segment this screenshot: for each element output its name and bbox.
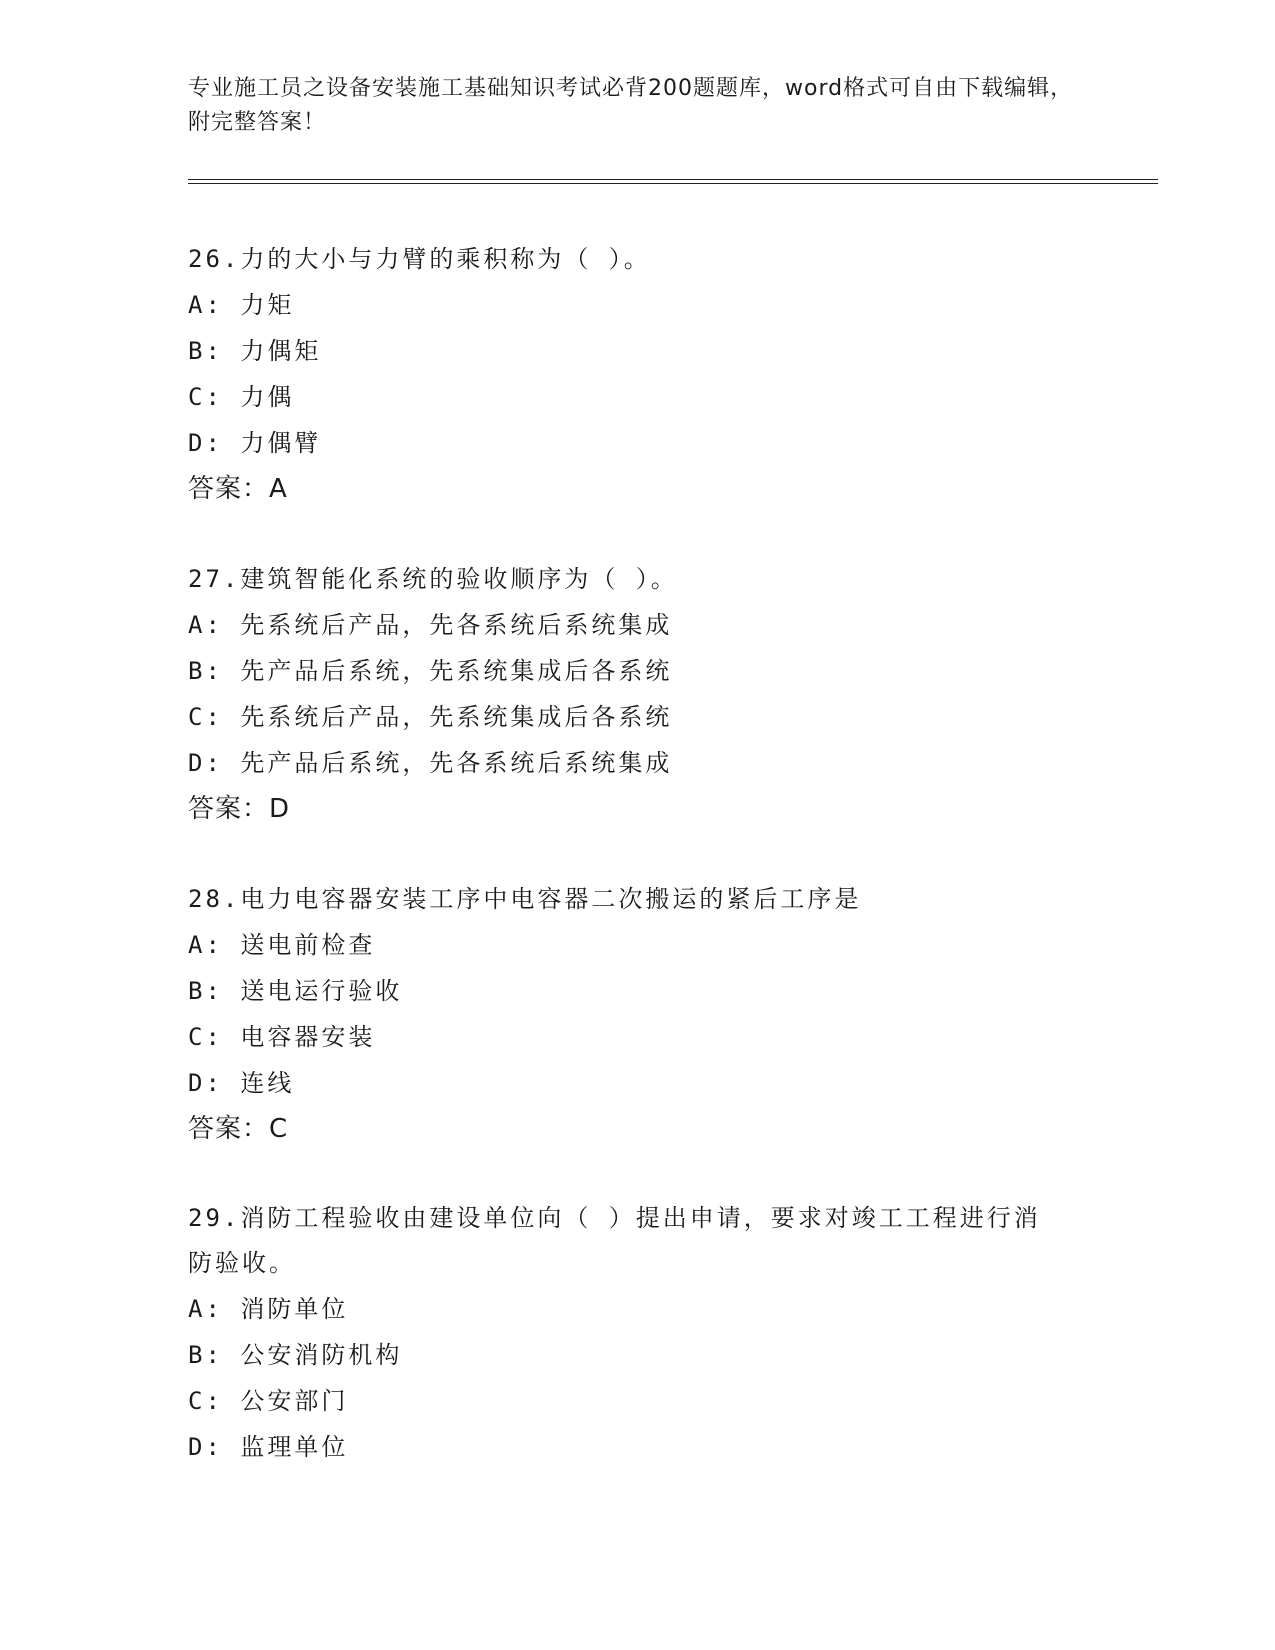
option-b: B: 力偶矩 [188,337,322,365]
option-a: A: 送电前检查 [188,931,376,959]
question-28 [188,876,1088,1152]
option-a: A: 先系统后产品，先各系统后系统集成 [188,611,673,639]
option-b: B: 公安消防机构 [188,1341,403,1369]
option-d: D: 先产品后系统，先各系统后系统集成 [188,749,673,777]
option-d: D: 监理单位 [188,1433,349,1461]
answer-label: 答案：D [188,794,291,824]
option-a: A: 力矩 [188,291,295,319]
option-c: C: 先系统后产品，先系统集成后各系统 [188,703,673,731]
question-stem: 28.电力电容器安装工序中电容器二次搬运的紧后工序是 [188,885,862,913]
option-b: B: 送电运行验收 [188,977,403,1005]
question-stem: 26.力的大小与力臂的乘积称为（ ）。 [188,245,651,273]
option-d: D: 力偶臂 [188,429,322,457]
header-divider-bottom [188,183,1158,184]
question-stem: 29.消防工程验收由建设单位向（ ）提出申请，要求对竣工工程进行消防验收。 [188,1204,1041,1277]
question-29 [188,1196,1088,1470]
answer-label: 答案：C [188,1114,289,1144]
document-header: 专业施工员之设备安装施工基础知识考试必背200题题库，word格式可自由下载编辑，附完整答案！ [188,76,1074,135]
question-list [188,236,1088,1514]
option-c: C: 电容器安装 [188,1023,376,1051]
question-stem: 27.建筑智能化系统的验收顺序为（ ）。 [188,565,678,593]
option-a: A: 消防单位 [188,1295,349,1323]
option-d: D: 连线 [188,1069,295,1097]
question-26 [188,236,1088,512]
answer-label: 答案：A [188,474,288,504]
question-27 [188,556,1088,832]
option-c: C: 公安部门 [188,1387,349,1415]
option-c: C: 力偶 [188,383,295,411]
header-divider-top [188,179,1158,180]
option-b: B: 先产品后系统，先系统集成后各系统 [188,657,673,685]
